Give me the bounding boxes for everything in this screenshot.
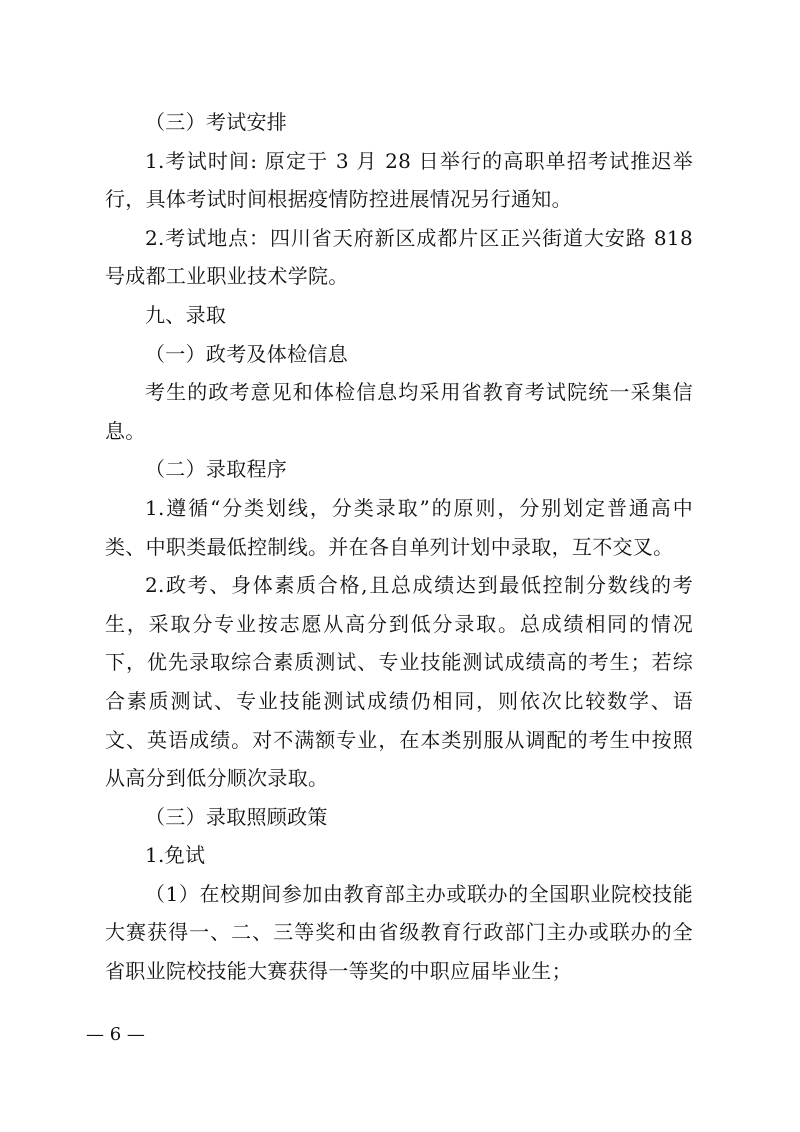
- section-exam-arrangement-heading: （三）考试安排: [145, 110, 288, 134]
- exam-location-paragraph: 2.考试地点：四川省天府新区成都片区正兴街道大安路 818 号成都工业职业技术学院。: [105, 225, 693, 289]
- page-body: [105, 103, 693, 991]
- political-health-info-paragraph: 考生的政考意见和体检信息均采用省教育考试院统一采集信息。: [105, 380, 693, 443]
- political-health-info-heading: （一）政考及体检信息: [145, 341, 348, 366]
- page-number: — 6 —: [86, 1024, 145, 1045]
- admission-procedure-item-1: 1.遵循“分类划线，分类录取”的原则，分别划定普通高中类、中职类最低控制线。并在各自单列计划中录取，互不交叉。: [105, 495, 693, 559]
- exemption-heading: 1.免试: [145, 843, 206, 868]
- admission-procedure-item-2: 2.政考、身体素质合格,且总成绩达到最低控制分数线的考生，采取分专业按志愿从高分到低分录取。总成绩相同的情况下，优先录取综合素质测试、专业技能测试成绩高的考生；若综合素质测试、专业技能测试成绩仍相同，则依次比较数学、语文、英语成绩。对不满额专业，在本类别服从调配的考生中按照从高分到低分顺次录取。: [105, 573, 693, 791]
- admission-preference-heading: （三）录取照顾政策: [145, 804, 328, 829]
- admission-procedure-heading: （二）录取程序: [145, 457, 288, 482]
- exemption-item-1: （1）在校期间参加由教育部主办或联办的全国职业院校技能大赛获得一、二、三等奖和由省级教育行政部门主办或联办的全省职业院校技能大赛获得一等奖的中职应届毕业生；: [105, 881, 693, 984]
- section-admission-heading: 九、录取: [145, 302, 227, 327]
- exam-time-paragraph: 1.考试时间: 原定于 3 月 28 日举行的高职单招考试推迟举行，具体考试时间根据疫情防控进展情况另行通知。: [105, 148, 693, 212]
